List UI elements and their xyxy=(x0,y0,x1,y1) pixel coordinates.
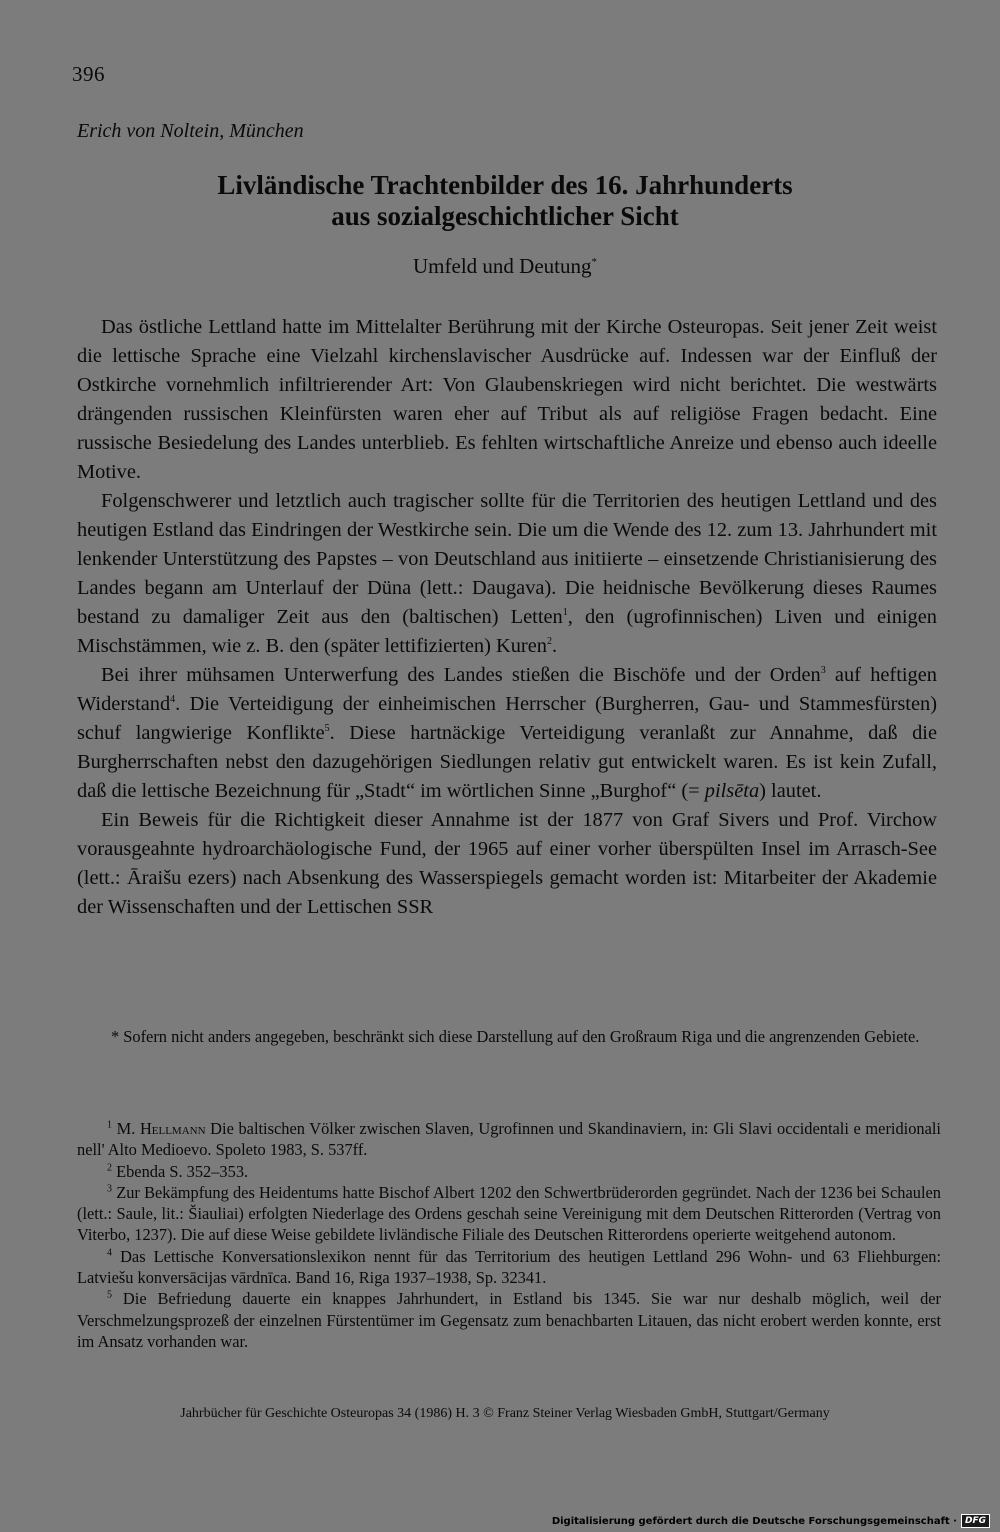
digitization-bar xyxy=(552,1514,990,1528)
body-paragraph xyxy=(77,487,937,661)
text-run: M. xyxy=(112,1119,140,1138)
text-run: Die baltischen Völker zwischen Slaven, Ugrofinnen und Skandinaviern, in: Gli Slavi occidentali e meridionali nell' Alto Medioevo. Spoleto 1983, S. 537ff. xyxy=(77,1119,941,1160)
body-paragraph xyxy=(77,313,937,487)
footnotes xyxy=(77,1118,941,1352)
text-run: Folgenschwerer und letztlich auch tragischer sollte für die Territorien des heutigen Lettland und des heutigen Estland das Eindringen der Westkirche sein. Die um die Wende des 12. zum 13. Jahrhundert mit lenkender Unterstützung des Papstes – von Deutschland aus initiierte – einsetzende Christianisierung des Landes begann am Unterlauf der Düna (lett.: Daugava). Die heidnische Bevölkerung dieses Raumes bestand zu damaliger Zeit aus den (baltischen) Letten xyxy=(77,490,937,628)
footnote xyxy=(77,1182,941,1246)
text-run: Zur Bekämpfung des Heidentums hatte Bischof Albert 1202 den Schwertbrüderorden gegründet. Nach der 1236 bei Schaulen (lett.: Saule, lit.: Šiauliai) erfolgten Niederlage des Ordens geschah seine Vereinigung mit dem Deutschen Ritterorden (Vertrag von Viterbo, 1237). Die auf diese Weise gebildete livländische Filiale des Deutschen Ritterordens operierte weitgehend autonom. xyxy=(77,1182,941,1245)
text-run: Das östliche Lettland hatte im Mittelalter Berührung mit der Kirche Osteuropas. Seit jener Zeit weist die lettische Sprache eine Vielzahl kirchenslavischer Ausdrücke auf. Indessen war der Einfluß der Ostkirche vornehmlich infiltrierender Art: Von Glaubenskriegen wird nicht berichtet. Die westwärts drängenden russischen Kleinfürsten waren eher auf Tribut als auf religiöse Fragen bedacht. Eine russische Besiedelung des Landes unterblieb. Es fehlten wirtschaftliche Anreize und ebenso auch ideelle Motive. xyxy=(77,316,937,483)
body-text xyxy=(77,313,937,922)
footnote-reference: 4 xyxy=(170,694,176,706)
page-number: 396 xyxy=(72,62,105,86)
footnote xyxy=(77,1118,941,1161)
star-footnote xyxy=(77,1026,937,1047)
text-run: . Die Verteidigung der einheimischen Herrscher (Burgherren, Gau- und Stammesfürsten) schuf langwierige Konflikte xyxy=(77,693,937,744)
dfg-logo: DFG xyxy=(961,1514,990,1528)
footnote-reference: 1 xyxy=(562,607,568,619)
footnote-reference: 3 xyxy=(820,665,826,677)
footnote-reference: 2 xyxy=(107,1162,112,1174)
article-subtitle xyxy=(0,254,1000,279)
digitization-note: Digitalisierung gefördert durch die Deutsche Forschungsgemeinschaft · xyxy=(551,1515,957,1527)
body-paragraph xyxy=(77,661,937,806)
author-line: Erich von Noltein, München xyxy=(77,120,304,142)
text-run: . xyxy=(551,635,558,657)
italic-term: pilsēta xyxy=(704,780,760,802)
title-line-2: aus sozialgeschichtlicher Sicht xyxy=(331,201,679,231)
author-name: Hellmann xyxy=(139,1119,206,1138)
text-run: Die Befriedung dauerte ein knappes Jahrhundert, in Estland bis 1345. Sie war nur deshalb möglich, weil der Verschmelzungsprozeß der einzelnen Fürstentümer im Gegensatz zum benachbarten Litauen, das nicht erobert werden konnte, erst im Ansatz vorhanden war. xyxy=(77,1289,941,1351)
footnote xyxy=(77,1246,941,1289)
text-run: Ein Beweis für die Richtigkeit dieser Annahme ist der 1877 von Graf Sivers und Prof. Virchow vorausgeahnte hydroarchäologische Fund, der 1965 auf einer vorher überspülten Insel im Arrasch-See (lett.: Āraišu ezers) nach Absenkung des Wasserspiegels gemacht worden ist: Mitarbeiter der Akademie der Wissenschaften und der Lettischen SSR xyxy=(77,809,937,918)
text-run: ) lautet. xyxy=(759,780,822,802)
body-paragraph xyxy=(77,806,937,922)
star-footnote-text: * Sofern nicht anders angegeben, beschränkt sich diese Darstellung auf den Großraum Riga und die angrenzenden Gebiete. xyxy=(111,1027,920,1046)
subtitle-footnote-mark: * xyxy=(591,256,597,268)
text-run: Ebenda S. 352–353. xyxy=(112,1161,249,1181)
text-run: , den (ugrofinnischen) Liven und einigen Mischstämmen, wie z. B. den (später lettifizierten) Kuren xyxy=(77,606,937,657)
footnote xyxy=(77,1161,941,1182)
footnote-reference: 2 xyxy=(546,636,552,648)
journal-line: Jahrbücher für Geschichte Osteuropas 34 (1986) H. 3 © Franz Steiner Verlag Wiesbaden GmbH, Stuttgart/Germany xyxy=(180,1406,830,1421)
footnote xyxy=(77,1288,941,1352)
footnote-reference: 3 xyxy=(107,1183,112,1195)
text-run: . Diese hartnäckige Verteidigung veranlaßt zur Annahme, daß die Burgherrschaften nebst den dazugehörigen Siedlungen relativ gut entwickelt waren. Es ist kein Zufall, daß die lettische Bezeichnung für „Stadt“ im wörtlichen Sinne „Burghof“ (= xyxy=(77,722,937,802)
text-run: Bei ihrer mühsamen Unterwerfung des Landes stießen die Bischöfe und der Orden xyxy=(101,664,821,686)
footnote-reference: 5 xyxy=(324,723,330,735)
footnote-reference: 5 xyxy=(107,1289,112,1301)
title-line-1: Livländische Trachtenbilder des 16. Jahrhunderts xyxy=(217,170,793,200)
subtitle-text: Umfeld und Deutung xyxy=(413,254,592,278)
footnote-reference: 4 xyxy=(107,1247,112,1259)
text-run: Das Lettische Konversationslexikon nennt für das Territorium des heutigen Lettland 296 Wohn- und 63 Fliehburgen: Latviešu konversācijas vārdnīca. Band 16, Riga 1937–1938, Sp. 32341. xyxy=(77,1246,941,1288)
text-run: auf heftigen Widerstand xyxy=(77,664,937,715)
footnote-reference: 1 xyxy=(107,1119,112,1131)
article-title xyxy=(0,170,1000,232)
